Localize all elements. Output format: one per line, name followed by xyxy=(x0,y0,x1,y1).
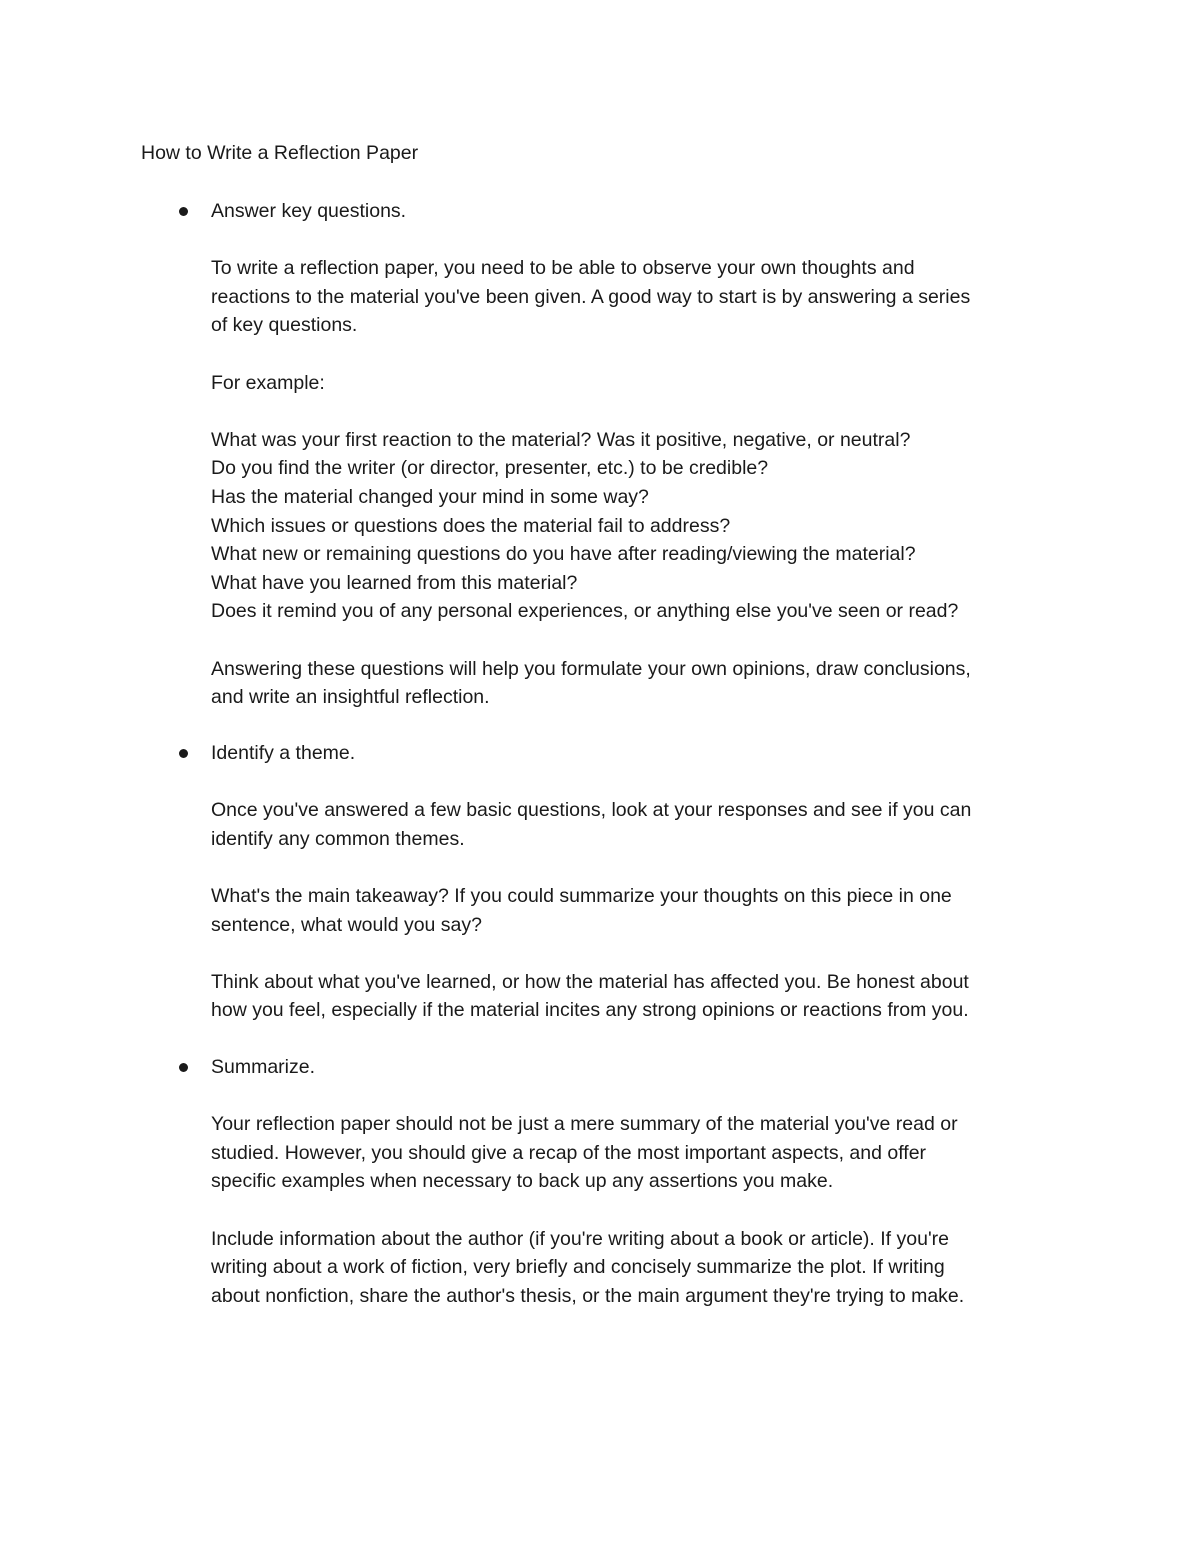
paragraph: Your reflection paper should not be just a mere summary of the material you've read or studied. However, you should give a recap of the most important aspects, and offer specific examples when necessary to back up any assertions you make. xyxy=(211,1113,958,1193)
section-answer-key-questions xyxy=(211,197,1071,712)
paragraph: What's the main takeaway? If you could summarize your thoughts on this piece in one sentence, what would you say? xyxy=(211,884,952,936)
paragraph: For example: xyxy=(211,371,325,394)
section-heading-text: Answer key questions. xyxy=(211,200,407,222)
paragraph: Answering these questions will help you formulate your own opinions, draw conclusions, and write an insightful reflection. xyxy=(211,657,971,709)
bullet-icon xyxy=(179,749,188,758)
section-heading-text: Summarize. xyxy=(211,1056,316,1078)
paragraph: Include information about the author (if you're writing about a book or article). If you're writing about a work of fiction, very briefly and concisely summarize the plot. If writing about nonfiction, share the author's thesis, or the main argument they're trying to make. xyxy=(211,1227,965,1307)
section-identify-a-theme xyxy=(211,739,1071,1025)
paragraph: To write a reflection paper, you need to be able to observe your own thoughts and reactions to the material you've been given. A good way to start is by answering a series of key questions. xyxy=(211,257,971,337)
bullet-icon xyxy=(179,1063,188,1072)
section-heading xyxy=(211,1053,1071,1082)
section-heading-text: Identify a theme. xyxy=(211,742,356,764)
section-summarize xyxy=(211,1053,1071,1310)
bullet-icon xyxy=(179,207,188,216)
paragraph: Once you've answered a few basic questions, look at your responses and see if you can identify any common themes. xyxy=(211,799,972,850)
section-heading xyxy=(211,197,1071,226)
document-title: How to Write a Reflection Paper xyxy=(141,142,419,164)
paragraph: Think about what you've learned, or how the material has affected you. Be honest about how you feel, especially if the material incites any strong opinions or reactions from you. xyxy=(211,970,969,1022)
question-list: What was your first reaction to the material? Was it positive, negative, or neutral? Do you find the writer (or director, presenter, etc.) to be credible? Has the material changed your mind in some way? Which issues or questions does the material fail to address? What new or remaining questions do you have after reading/viewing the material? What have you learned from this material? Does it remind you of any personal experiences, or anything else you've seen or read? xyxy=(211,428,959,623)
section-heading xyxy=(211,739,1071,768)
